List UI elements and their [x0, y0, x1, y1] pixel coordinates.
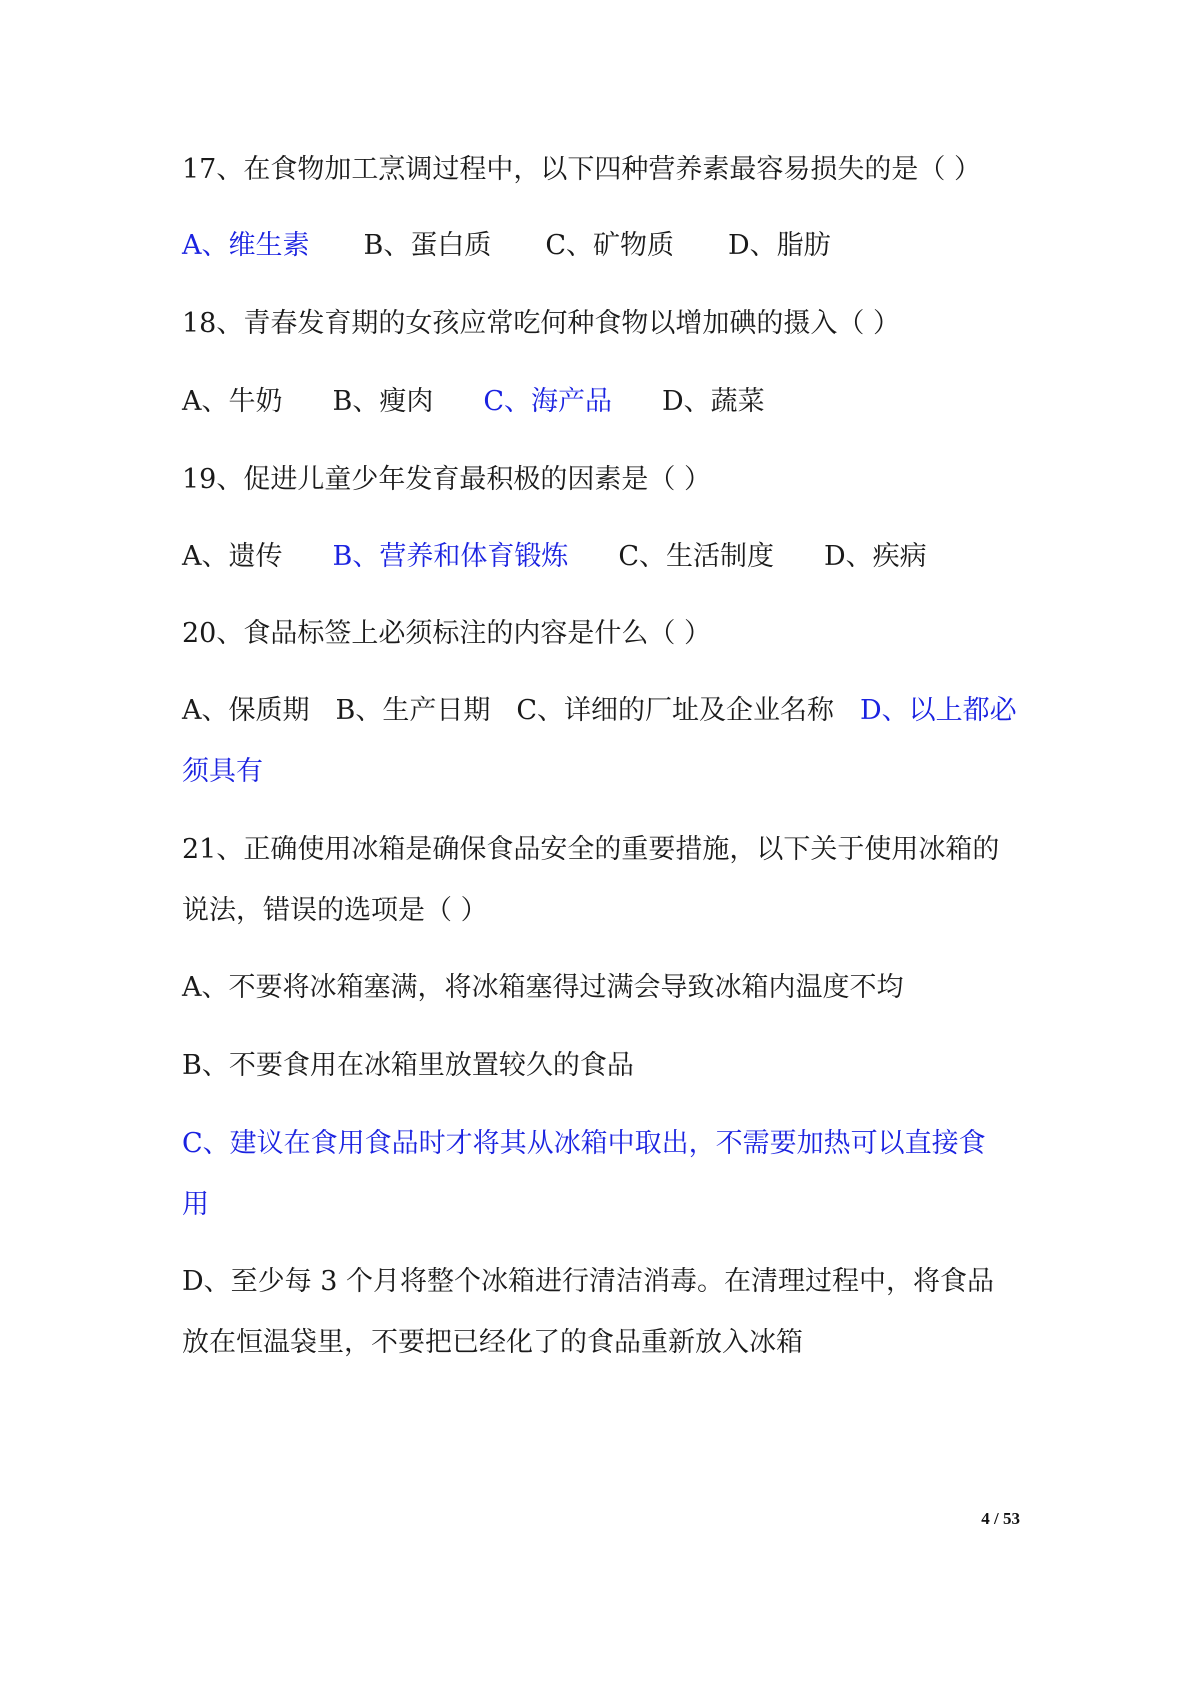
options-17 — [182, 226, 1022, 266]
option-20-c: C、详细的厂址及企业名称 — [516, 695, 835, 726]
option-18-b: B、瘦肉 — [332, 386, 434, 417]
option-21-b: B、不要食用在冰箱里放置较久的食品 — [182, 1050, 634, 1081]
option-21-d-line2: 放在恒温袋里，不要把已经化了的食品重新放入冰箱 — [182, 1327, 803, 1358]
options-20 — [182, 691, 1022, 731]
options-18 — [182, 382, 1022, 422]
option-20-d-continued: 须具有 — [182, 756, 263, 787]
options-19 — [182, 537, 1022, 577]
option-21-c-line1: C、建议在食用食品时才将其从冰箱中取出，不需要加热可以直接食 — [182, 1128, 986, 1159]
option-17-a: A、维生素 — [182, 230, 310, 261]
option-21-d-line1: D、至少每 3 个月将整个冰箱进行清洁消毒。在清理过程中，将食品 — [182, 1266, 994, 1297]
option-18-a: A、牛奶 — [182, 386, 283, 417]
question-21-line2: 说法，错误的选项是（ ） — [182, 895, 488, 926]
option-17-d: D、脂肪 — [728, 230, 831, 261]
question-20: 20、食品标签上必须标注的内容是什么（ ） — [182, 618, 711, 649]
option-20-d: D、以上都必 — [860, 695, 1017, 726]
option-17-b: B、蛋白质 — [363, 230, 492, 261]
question-18: 18、青春发育期的女孩应常吃何种食物以增加碘的摄入（ ） — [182, 308, 900, 339]
option-19-b: B、营养和体育锻炼 — [332, 541, 569, 572]
option-20-a: A、保质期 — [182, 695, 310, 726]
option-18-d: D、蔬菜 — [662, 386, 765, 417]
option-20-b: B、生产日期 — [335, 695, 491, 726]
option-21-a: A、不要将冰箱塞满，将冰箱塞得过满会导致冰箱内温度不均 — [182, 972, 904, 1003]
option-17-c: C、矿物质 — [545, 230, 675, 261]
page-number: 4 / 53 — [981, 1509, 1020, 1528]
question-17: 17、在食物加工烹调过程中，以下四种营养素最容易损失的是（ ） — [182, 154, 981, 185]
option-19-d: D、疾病 — [824, 541, 927, 572]
option-21-c-line2: 用 — [182, 1189, 209, 1220]
option-19-c: C、生活制度 — [618, 541, 775, 572]
question-21-line1: 21、正确使用冰箱是确保食品安全的重要措施，以下关于使用冰箱的 — [182, 834, 1000, 865]
option-18-c: C、海产品 — [483, 386, 613, 417]
question-19: 19、促进儿童少年发育最积极的因素是（ ） — [182, 464, 711, 495]
option-19-a: A、遗传 — [182, 541, 283, 572]
